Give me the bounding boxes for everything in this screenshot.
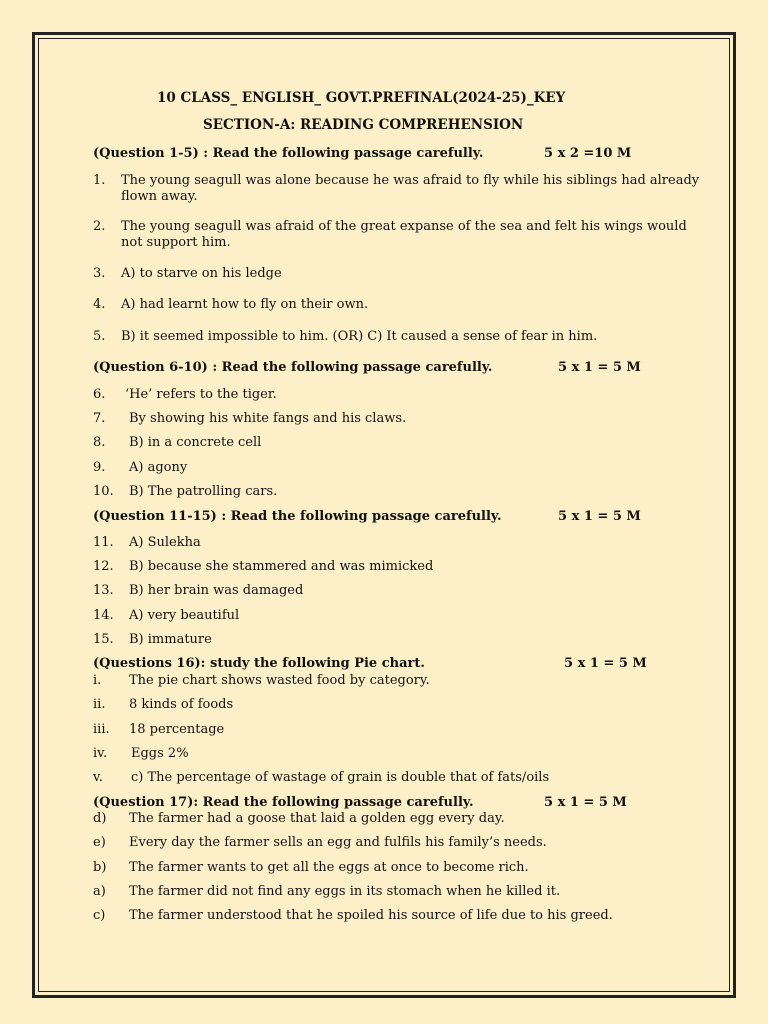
answer-text: The farmer had a goose that laid a golden egg every day. bbox=[129, 811, 505, 826]
answer-text: 8 kinds of foods bbox=[129, 697, 234, 712]
q6-10-marks: 5 x 1 = 5 M bbox=[558, 360, 641, 375]
answer-text: The farmer wants to get all the eggs at once to become rich. bbox=[129, 860, 529, 875]
answer-text: The young seagull was afraid of the great expanse of the sea and felt his wings would not support him. bbox=[121, 219, 687, 250]
item-number: iii. bbox=[93, 722, 110, 737]
q11-15-marks: 5 x 1 = 5 M bbox=[558, 509, 641, 524]
item-number: c) bbox=[93, 908, 106, 923]
answer-text: A) Sulekha bbox=[129, 535, 201, 550]
section-heading: SECTION-A: READING COMPREHENSION bbox=[203, 117, 524, 133]
answer-text: A) very beautiful bbox=[129, 608, 240, 623]
item-number: 2. bbox=[93, 219, 106, 234]
answer-text: A) had learnt how to fly on their own. bbox=[121, 297, 369, 312]
item-number: b) bbox=[93, 860, 107, 875]
item-number: 8. bbox=[93, 435, 106, 450]
answer-text: The farmer did not find any eggs in its stomach when he killed it. bbox=[129, 884, 561, 899]
item-number: iv. bbox=[93, 746, 108, 761]
item-number: 1. bbox=[93, 173, 106, 188]
item-number: a) bbox=[93, 884, 106, 899]
q16-marks: 5 x 1 = 5 M bbox=[564, 656, 647, 671]
item-number: 4. bbox=[93, 297, 106, 312]
item-number: i. bbox=[93, 673, 102, 688]
item-number: 11. bbox=[93, 535, 114, 550]
answer-text: A) to starve on his ledge bbox=[121, 266, 282, 281]
item-number: 9. bbox=[93, 460, 106, 475]
answer-text: B) in a concrete cell bbox=[129, 435, 262, 450]
q6-10-header: (Question 6-10) : Read the following passage carefully. bbox=[93, 360, 493, 375]
item-number: 13. bbox=[93, 583, 114, 598]
document-title: 10 CLASS_ ENGLISH_ GOVT.PREFINAL(2024-25)_KEY bbox=[157, 90, 566, 106]
item-number: 5. bbox=[93, 329, 106, 344]
answer-text: The young seagull was alone because he was afraid to fly while his siblings had already flown away. bbox=[121, 173, 700, 204]
answer-text: ‘He’ refers to the tiger. bbox=[125, 387, 277, 402]
answer-text: B) because she stammered and was mimicked bbox=[129, 559, 434, 574]
item-number: 7. bbox=[93, 411, 106, 426]
q16-header: (Questions 16): study the following Pie chart. bbox=[93, 656, 425, 671]
answer-text: Every day the farmer sells an egg and fulfils his family’s needs. bbox=[129, 835, 547, 850]
answer-text: 18 percentage bbox=[129, 722, 225, 737]
item-number: ii. bbox=[93, 697, 106, 712]
q1-5-marks: 5 x 2 =10 M bbox=[544, 146, 632, 161]
item-number: 12. bbox=[93, 559, 114, 574]
item-number: 14. bbox=[93, 608, 114, 623]
answer-text: B) immature bbox=[129, 632, 212, 647]
q17-marks: 5 x 1 = 5 M bbox=[544, 795, 627, 810]
answer-text: B) her brain was damaged bbox=[129, 583, 304, 598]
answer-text: The farmer understood that he spoiled his source of life due to his greed. bbox=[129, 908, 613, 923]
item-number: 10. bbox=[93, 484, 114, 499]
answer-text: By showing his white fangs and his claws. bbox=[129, 411, 407, 426]
answer-text: Eggs 2% bbox=[131, 746, 189, 761]
item-number: d) bbox=[93, 811, 107, 826]
answer-text: B) it seemed impossible to him. (OR) C) It caused a sense of fear in him. bbox=[121, 329, 598, 344]
item-number: 15. bbox=[93, 632, 114, 647]
item-number: v. bbox=[93, 770, 103, 785]
answer-text: B) The patrolling cars. bbox=[129, 484, 278, 499]
answer-text: A) agony bbox=[129, 460, 188, 475]
answer-text: The pie chart shows wasted food by category. bbox=[129, 673, 430, 688]
q17-header: (Question 17): Read the following passage carefully. bbox=[93, 795, 474, 810]
item-number: 6. bbox=[93, 387, 106, 402]
item-number: 3. bbox=[93, 266, 106, 281]
answer-text: c) The percentage of wastage of grain is double that of fats/oils bbox=[131, 770, 550, 785]
q11-15-header: (Question 11-15) : Read the following passage carefully. bbox=[93, 509, 502, 524]
q1-5-header: (Question 1-5) : Read the following passage carefully. bbox=[93, 146, 484, 161]
item-number: e) bbox=[93, 835, 106, 850]
